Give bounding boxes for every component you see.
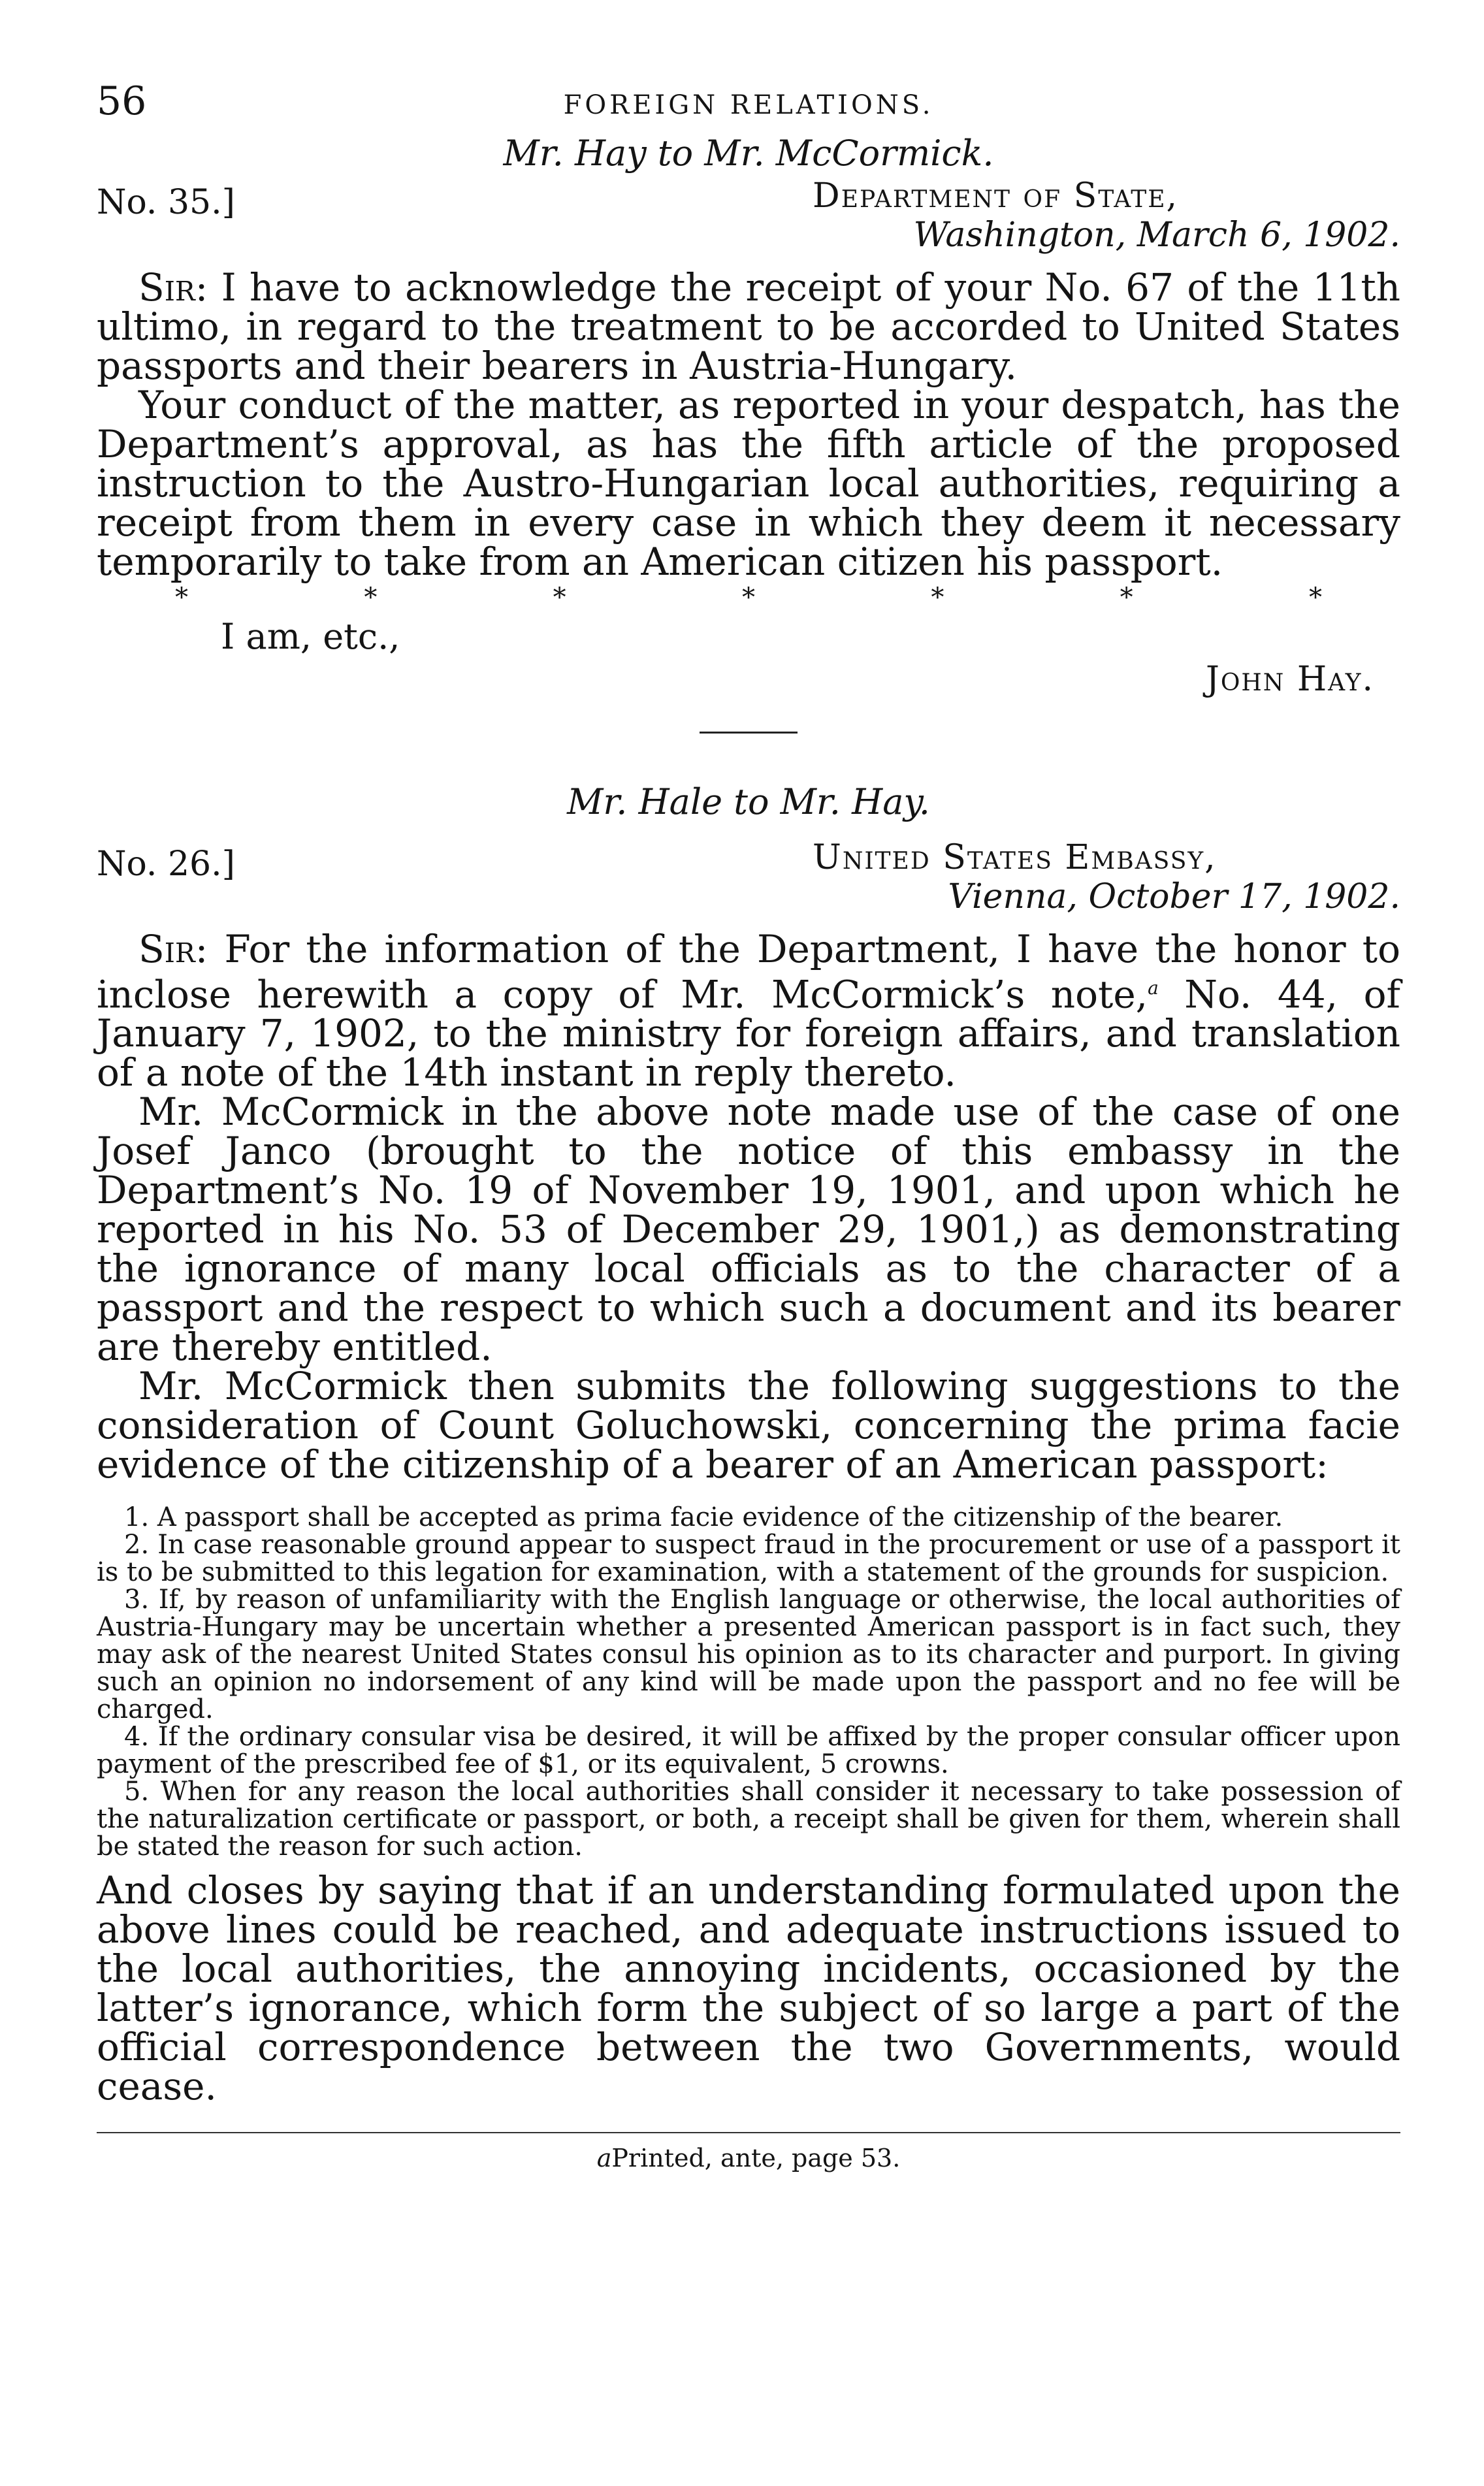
paragraph: Mr. McCormick in the above note made use of the case of one Josef Janco (brought to the notice of this embassy in the Department’s No. 19 of November 19, 1901, and upon which he reported in his No. 53 of December 29, 1901,) as demonstrating the ignorance of many local officials as to the character of a passport and the respect to which such a document and its bearer are thereby entitled. xyxy=(97,1090,1400,1370)
page-number: 56 xyxy=(97,78,147,124)
letter-title: Mr. Hay to Mr. McCormick. xyxy=(503,133,994,174)
salutation: Sir: xyxy=(138,927,208,971)
list-item: 1. A passport shall be accepted as prima facie evidence of the citizenship of the bearer. xyxy=(124,1502,1283,1533)
paragraph-text: For the information of the Department, I have the honor to inclose herewith a copy of Mr. McCormick’s note, xyxy=(97,927,1401,1017)
list-item: 3. If, by reason of unfamiliarity with the English language or otherwise, the local authorities of Austria-Hungary may be uncertain whether a presented American passport is in fact such, they may ask of the nearest United States consul his opinion as to its character and purport. In giving such an opinion no indorsement of any kind will be made upon the passport and no fee will be charged. xyxy=(97,1585,1400,1725)
paragraph xyxy=(97,927,1401,1095)
paragraph: Mr. McCormick then submits the following suggestions to the consideration of Count Goluchowski, concerning the prima facie evidence of the citizenship of a bearer of an American passport: xyxy=(97,1364,1400,1487)
letter-title: Mr. Hale to Mr. Hay. xyxy=(567,781,930,822)
despatch-number: No. 35.] xyxy=(97,183,235,222)
paragraph: And closes by saying that if an understanding formulated upon the above lines could be reached, and adequate instructions issued to the local authorities, the annoying incidents, occasioned by the latter’s ignorance, which form the subject of so large a part of the official correspondence between the two Governments, would cease. xyxy=(97,1868,1400,2109)
sender-org: United States Embassy, xyxy=(813,838,1217,877)
list-item: 5. When for any reason the local authorities shall consider it necessary to take possession of the naturalization certificate or passport, or both, a receipt shall be given for them, wherein shall be stated the reason for such action. xyxy=(97,1777,1400,1862)
star: * xyxy=(1120,583,1133,613)
running-head xyxy=(97,78,1400,131)
running-title: FOREIGN RELATIONS. xyxy=(563,90,934,120)
divider xyxy=(700,732,798,734)
page xyxy=(97,78,1400,2172)
star: * xyxy=(175,583,188,613)
place-date: Washington, March 6, 1902. xyxy=(913,216,1400,255)
place-date: Vienna, October 17, 1902. xyxy=(948,877,1400,916)
letter-header xyxy=(97,176,1400,268)
sender-block xyxy=(813,176,1400,255)
closing: I am, etc., xyxy=(221,616,400,657)
paragraph: Your conduct of the matter, as reported in your despatch, has the Department’s approval, as has the fifth article of the proposed instruction to the Austro-Hungarian local authorities, requiring a receipt from them in every case in which they deem it necessary temporarily to take from an American citizen his passport. xyxy=(97,383,1400,584)
footnote-marker: a xyxy=(1148,977,1159,999)
star: * xyxy=(741,583,755,613)
sender-block xyxy=(813,838,1400,916)
footnote-text: Printed, ante, page 53. xyxy=(611,2144,901,2173)
list-item: 4. If the ordinary consular visa be desired, it will be affixed by the proper consular officer upon payment of the prescribed fee of $1, or its equivalent, 5 crowns. xyxy=(97,1722,1400,1780)
letter-hay-to-mccormick xyxy=(97,131,1400,712)
paragraph xyxy=(97,265,1401,388)
star: * xyxy=(553,583,566,613)
star: * xyxy=(1308,583,1322,613)
star: * xyxy=(931,583,944,613)
signature: John Hay. xyxy=(1206,660,1374,699)
footnote-rule xyxy=(97,2132,1400,2133)
letter-hale-to-hay xyxy=(97,779,1401,2109)
sender-org: Department of State, xyxy=(813,176,1179,216)
letter-header xyxy=(97,838,1400,929)
list-item: 2. In case reasonable ground appear to suspect fraud in the procurement or use of a passport it is to be submitted to this legation for examination, with a statement of the grounds for suspicion. xyxy=(97,1530,1400,1588)
paragraph-text: No. 44, of January 7, 1902, to the ministry for foreign affairs, and translation of a note of the 14th instant in reply thereto. xyxy=(97,972,1400,1095)
despatch-number: No. 26.] xyxy=(97,845,235,884)
suggestions-list xyxy=(97,1504,1400,1860)
paragraph-text: I have to acknowledge the receipt of your No. 67 of the 11th ultimo, in regard to the treatment to be accorded to United States passports and their bearers in Austria-Hungary. xyxy=(97,265,1401,388)
footnote-marker: a xyxy=(596,2144,612,2173)
star: * xyxy=(364,583,378,613)
ellipsis-stars xyxy=(97,581,1400,614)
salutation: Sir: xyxy=(138,265,208,310)
footnote xyxy=(97,2144,1400,2172)
